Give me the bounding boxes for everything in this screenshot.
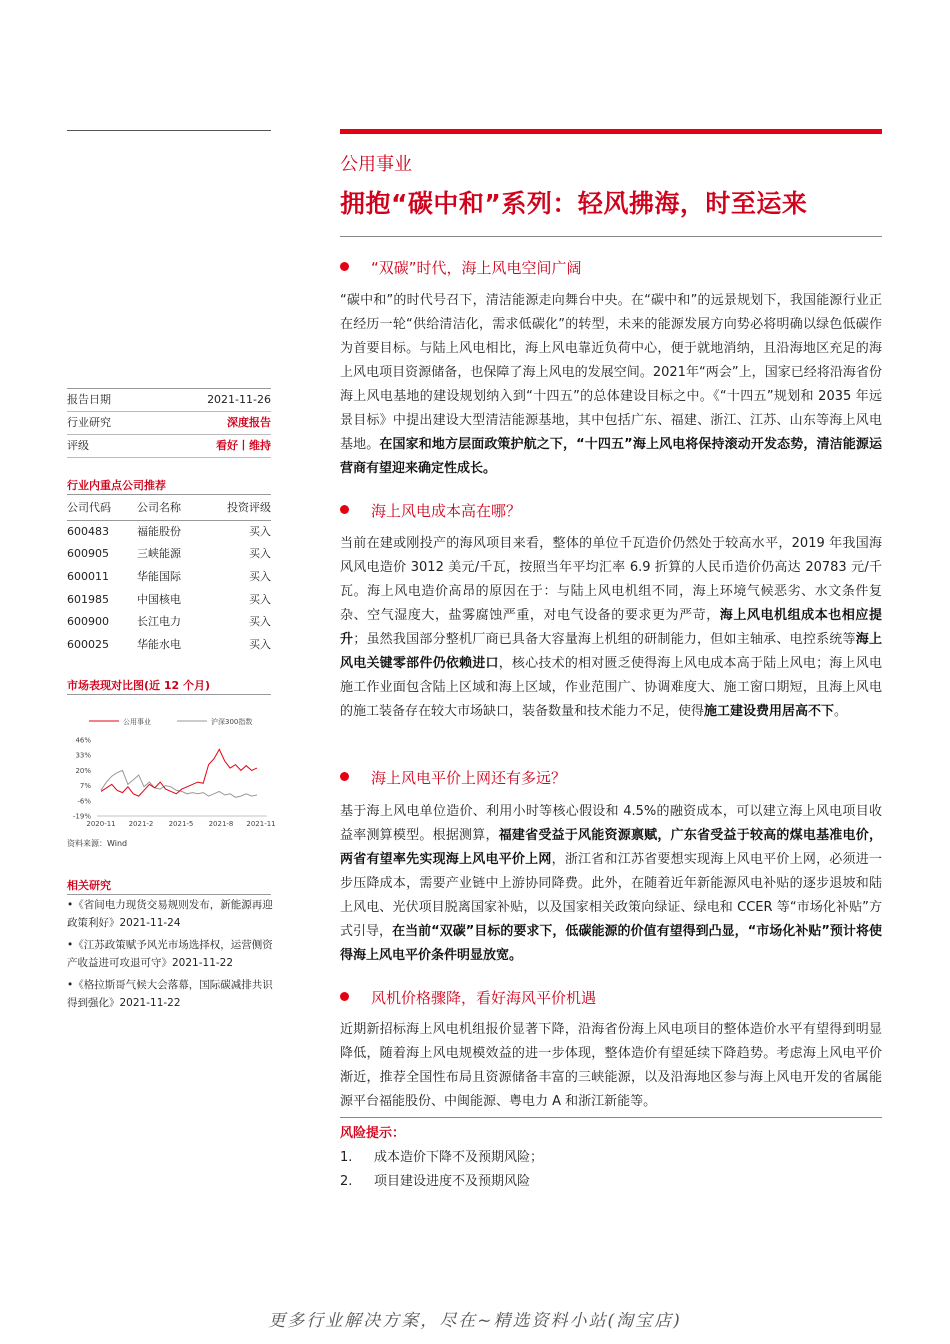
chart-title: 市场表现对比图(近 12 个月): [67, 679, 211, 692]
bullet-icon: [340, 992, 349, 1001]
risk-num: 1.: [340, 1150, 353, 1165]
table-row: [67, 566, 271, 589]
stock-code: 600900: [67, 615, 109, 629]
section-heading: [340, 767, 566, 788]
section-heading: [340, 987, 596, 1008]
related-item[interactable]: •《格拉斯哥气候大会落幕，国际碳减排共识得到强化》2021-11-22: [67, 979, 273, 1009]
x-tick-label: 2021-2: [128, 820, 154, 828]
col-header: 投资评级: [227, 501, 271, 514]
table-header: [67, 497, 271, 521]
stock-rating: 买入: [249, 570, 271, 584]
table-row: [67, 589, 271, 612]
stock-name: 长江电力: [137, 615, 181, 629]
stock-table: [67, 497, 271, 657]
meta-row-type: [67, 412, 271, 435]
related-title: 相关研究: [67, 879, 111, 892]
legend-label: 公用事业: [123, 718, 151, 726]
related-item[interactable]: •《江苏政策赋予风光市场选择权，运营侧资产收益进可攻退可守》2021-11-22: [67, 939, 273, 969]
divider: [67, 694, 271, 695]
col-header: 公司名称: [137, 501, 181, 514]
stock-name: 中国核电: [137, 592, 181, 606]
related-item[interactable]: •《省间电力现货交易规则发布，新能源再迎政策利好》2021-11-24: [67, 899, 273, 929]
stock-name: 三峡能源: [137, 547, 181, 561]
paragraph-text: “碳中和”的时代号召下，清洁能源走向舞台中央。在“碳中和”的远景规划下，我国能源行业正在经历一轮“供给清洁化，需求低碳化”的转型，未来的能源发展方向势必将明确以绿色低碳作为首要目标。与陆上风电相比，海上风电靠近负荷中心，便于就地消纳，且沿海地区充足的海上风电项目资源储备，也保障了海上风电的发展空间。2021年“两会”上，国家已经将沿海省份海上风电基地的建设规划纳入到“十四五”的总体建设目标之中。《“十四五”规划和 2035 年远景目标》中提出建设大型清洁能源基地，其中包括广东、福建、浙江、江苏、山东等海上风电基地。: [340, 293, 882, 452]
stock-recommend-title: 行业内重点公司推荐: [67, 479, 166, 492]
stock-rating: 买入: [249, 615, 271, 629]
section-heading-text: 海上风电成本高在哪？: [371, 502, 522, 520]
section-heading-text: “双碳”时代，海上风电空间广阔: [371, 259, 582, 277]
y-tick-label: 7%: [79, 782, 91, 791]
footer-watermark: 更多行业解决方案，尽在~精选资料小站(淘宝店): [268, 1311, 682, 1331]
section-paragraph: [340, 532, 882, 724]
x-tick-label: 2020-11: [86, 820, 116, 828]
stock-code: 600011: [67, 570, 109, 584]
risk-num: 2.: [340, 1174, 353, 1189]
paragraph-bold: 海上风电机组成本也相应提升: [340, 608, 882, 647]
left-top-rule: [67, 130, 271, 131]
meta-row-rating: [67, 435, 271, 458]
paragraph-text: 当前在建或刚投产的海风项目来看，整体的单位千瓦造价仍然处于较高水平，2019 年我国海风风电造价 3012 美元/千瓦，按照当年平均汇率 6.9 折算的人民币造价仍高达 20783 元/千瓦。海上风电造价高昂的原因在于：与陆上风电机组不同，海上环境气候恶劣、水文条件复杂、空气湿度大，盐雾腐蚀严重，对电气设备的要求更为严苛，: [340, 536, 882, 623]
risk-text: 成本造价下降不及预期风险；: [374, 1150, 544, 1165]
stock-rating: 买入: [249, 524, 271, 538]
paragraph-bold: 在国家和地方层面政策护航之下，“十四五”海上风电将保持滚动开发态势，清洁能源运营商有望迎来确定性成长。: [340, 437, 882, 476]
paragraph-bold: 海上风电关键零部件仍依赖进口: [340, 632, 882, 671]
chart-svg: [67, 708, 276, 830]
paragraph-text: 近期新招标海上风电机组报价显著下降，沿海省份海上风电项目的整体造价水平有望得到明显降低，随着海上风电规模效益的进一步体现，整体造价有望延续下降趋势。考虑海上风电平价渐近，推荐全国性布局且资源储备丰富的三峡能源，以及沿海地区参与海上风电开发的省属能源平台福能股份、中闽能源、粤电力 A 和浙江新能等。: [340, 1022, 882, 1109]
paragraph-text: ，浙江省和江苏省要想实现海上风电平价上网，必须进一步压降成本，需要产业链中上游协同降费。此外，在随着近年新能源风电补贴的逐步退坡和陆上风电、光伏项目脱离国家补贴，以及国家相关政策向绿证、绿电和 CCER 等“市场化补贴”方式引导，: [340, 852, 882, 939]
bullet-icon: [340, 505, 349, 514]
report-title: 拥抱“碳中和”系列：轻风拂海，时至运来: [340, 189, 808, 218]
series-line-utilities: [101, 749, 257, 796]
y-tick-label: 20%: [75, 766, 91, 775]
col-header: 公司代码: [67, 501, 111, 514]
section-paragraph: [340, 1018, 882, 1114]
bullet-icon: [340, 772, 349, 781]
paragraph-text: ，核心技术的相对匮乏使得海上风电成本高于陆上风电；海上风电施工作业面包含陆上区域和海上区域，作业范围广、协调难度大、施工窗口期短，且海上风电的施工装备存在较大市场缺口，装备数量和技术能力不足，使得: [340, 656, 882, 719]
y-tick-label: -19%: [72, 812, 91, 821]
stock-code: 600483: [67, 524, 109, 538]
stock-code: 600905: [67, 547, 109, 561]
stock-rating: 买入: [249, 638, 271, 652]
risk-divider: [340, 1117, 882, 1118]
risk-text: 项目建设进度不及预期风险: [374, 1174, 531, 1189]
paragraph-text: ；虽然我国部分整机厂商已具备大容量海上机组的研制能力，但如主轴承、电控系统等: [353, 632, 856, 647]
meta-label: 报告日期: [67, 393, 111, 406]
bullet-icon: [340, 262, 349, 271]
stock-name: 福能股份: [137, 524, 181, 538]
divider: [67, 494, 271, 495]
paragraph-text: 。: [834, 704, 848, 719]
meta-value: 深度报告: [227, 416, 271, 429]
meta-value: 2021-11-26: [207, 393, 271, 406]
market-chart: [67, 708, 276, 830]
x-tick-label: 2021-5: [168, 820, 194, 828]
y-tick-label: 33%: [75, 751, 91, 760]
header-red-bar: [340, 129, 882, 134]
chart-source: 资料来源：Wind: [67, 839, 128, 848]
related-list: [67, 896, 277, 1016]
section-heading-text: 海上风电平价上网还有多远？: [371, 769, 567, 787]
divider: [67, 894, 271, 895]
table-row: [67, 521, 271, 544]
paragraph-bold: 在当前“双碳”目标的要求下，低碳能源的价值有望得到凸显，“市场化补贴”预计将使得海上风电平价条件明显放宽。: [340, 924, 882, 963]
meta-label: 评级: [67, 439, 89, 452]
report-meta-table: [67, 388, 271, 458]
paragraph-bold: 施工建设费用居高不下: [704, 704, 835, 719]
stock-code: 600025: [67, 638, 109, 652]
stock-name: 华能水电: [137, 638, 181, 652]
paragraph-bold: 福建省受益于风能资源禀赋，广东省受益于较高的煤电基准电价，两省有望率先实现海上风电平价上网: [340, 828, 882, 867]
stock-name: 华能国际: [137, 570, 181, 584]
section-heading: [340, 257, 582, 278]
title-divider: [340, 236, 882, 237]
stock-rating: 买入: [249, 592, 271, 606]
meta-label: 行业研究: [67, 416, 111, 429]
risk-title: 风险提示：: [340, 1126, 406, 1141]
x-tick-label: 2021-8: [208, 820, 234, 828]
meta-row-date: [67, 388, 271, 412]
risk-item: [340, 1146, 543, 1165]
y-tick-label: -6%: [77, 797, 91, 806]
legend-label: 沪深300指数: [211, 718, 253, 726]
meta-value: 看好丨维持: [216, 439, 271, 452]
table-row: [67, 543, 271, 566]
stock-code: 601985: [67, 592, 109, 606]
risk-item: [340, 1170, 530, 1189]
section-heading: [340, 500, 521, 521]
section-heading-text: 风机价格骤降，看好海风平价机遇: [371, 989, 597, 1007]
series-line-csi300: [101, 770, 257, 797]
section-paragraph: [340, 800, 882, 968]
table-row: [67, 634, 271, 657]
paragraph-text: 基于海上风电单位造价、利用小时等核心假设和 4.5%的融资成本，可以建立海上风电项目收益率测算模型。根据测算，: [340, 804, 882, 843]
industry-category: 公用事业: [340, 154, 412, 175]
y-tick-label: 46%: [75, 736, 91, 745]
stock-rating: 买入: [249, 547, 271, 561]
section-paragraph: [340, 289, 882, 481]
table-row: [67, 611, 271, 634]
x-tick-label: 2021-11: [246, 820, 276, 828]
